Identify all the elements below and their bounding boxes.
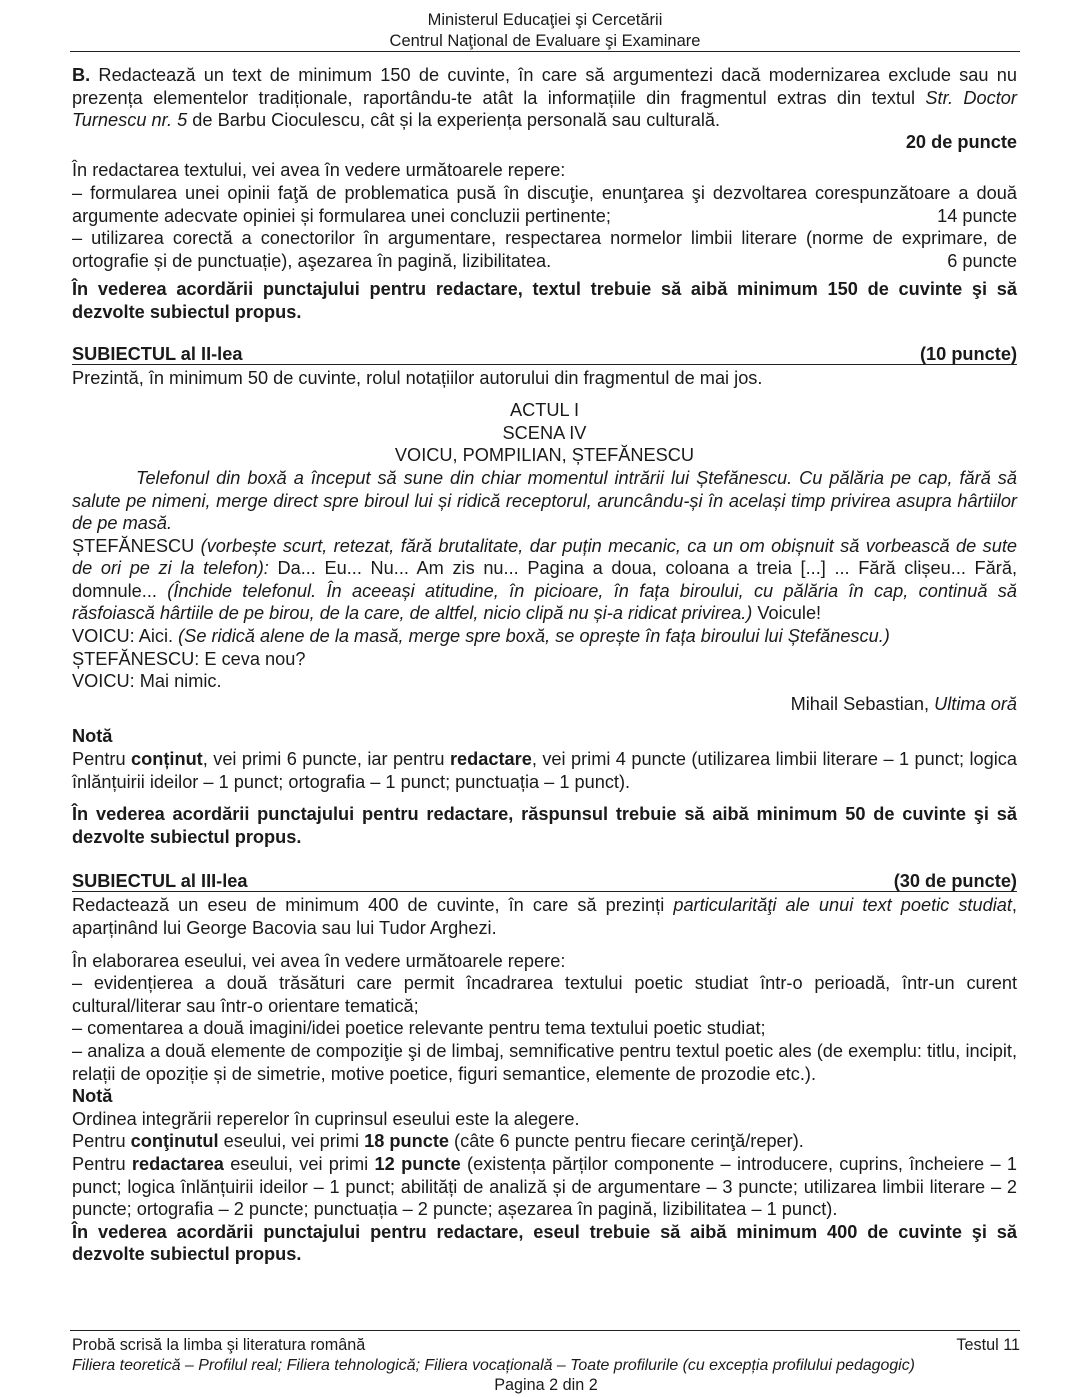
subject-3-repere-intro: În elaborarea eseului, vei avea în vedere următoarele repere: (72, 950, 566, 971)
part-b-item-1: – formularea unei opinii faţă de problematica pusă în discuţie, enunţarea şi dezvoltarea corespunzătoare a două argumente adecvate opiniei și formularea unei concluzii pertinente; 14 puncte (72, 182, 1017, 226)
subject-3-item-1: – evidențierea a două trăsături care permit încadrarea textului poetic studiat într-o perioadă, într-un curent cultural/literar sau într-o orientare tematică; (72, 973, 1017, 1016)
subject-2-note-title: Notă (72, 726, 113, 747)
subject-3-item-2: – comentarea a două imagini/idei poetice relevante pentru tema textului poetic studiat; (72, 1018, 766, 1039)
part-b-label: B. (72, 65, 91, 85)
part-b-repere-intro: În redactarea textului, vei avea în vedere următoarele repere: (72, 160, 566, 181)
subject-2-heading (72, 345, 1017, 365)
subject-3-heading (72, 872, 1017, 892)
header-center: Centrul Naţional de Evaluare şi Examinare (389, 32, 701, 50)
header-rule (70, 51, 1020, 52)
footer-rule (70, 1330, 1020, 1331)
footer-line-1 (72, 1336, 1020, 1356)
subject-3-title: SUBIECTUL al III-lea (72, 871, 248, 892)
page-content (72, 64, 1017, 1266)
subject-2-note: Pentru conținut, vei primi 6 puncte, iar pentru redactare, vei primi 4 puncte (utilizarea limbii literare – 1 punct; logica înlănțuirii ideilor – 1 punct; ortografia – 1 punct; punctuația – 1 punct). (72, 749, 1018, 792)
act-heading: ACTUL I (509, 400, 580, 421)
dialogue-voicu-1: VOICU: Aici. (Se ridică alene de la masă, merge spre boxă, se oprește în fața biroului lui Ștefănescu.) (72, 626, 890, 647)
subject-2-requirement: În vederea acordării punctajului pentru redactare, răspunsul trebuie să aibă minimum 50 de cuvinte şi să dezvolte subiectul propus. (72, 804, 1017, 847)
part-b-points: 20 de puncte (905, 131, 1017, 152)
subject-3-prompt: Redactează un eseu de minimum 400 de cuvinte, în care să prezinți particularităţi ale unui text poetic studiat, aparținând lui George Bacovia sau lui Tudor Arghezi. (72, 895, 1017, 938)
subject-2-prompt: Prezintă, în minimum 50 de cuvinte, rolul notațiilor autorului din fragmentul de mai jos. (72, 367, 763, 388)
part-b-item-1-points: 14 puncte (937, 205, 1017, 226)
footer-test-number: Testul 11 (956, 1336, 1020, 1354)
part-b-requirement: În vederea acordării punctajului pentru redactare, textul trebuie să aibă minimum 150 de cuvinte şi să dezvolte subiectul propus. (72, 279, 1017, 322)
dialogue-voicu-2: VOICU: Mai nimic. (72, 671, 222, 692)
subject-3-item-3: – analiza a două elemente de compoziţie şi de limbaj, semnificative pentru textul poetic ales (de exemplu: titlu, incipit, relații de opoziție și de simetrie, motive poetice, figuri semantice, elemente de prozodie etc.). (72, 1040, 1017, 1084)
part-b-item-2: – utilizarea corectă a conectorilor în argumentare, respectarea normelor limbii literare (norme de exprimare, de ortografie și de punctuație), aşezarea în pagină, lizibilitatea. 6 puncte (72, 228, 1017, 271)
footer-exam-name: Probă scrisă la limba şi literatura română (72, 1336, 366, 1354)
footer-profiles: Filiera teoretică – Profilul real; Filiera tehnologică; Filiera vocațională – Toate profilurile (cu excepția profilului pedagogic) (72, 1357, 915, 1374)
subject-2-title: SUBIECTUL al II-lea (72, 343, 243, 364)
header-ministry: Ministerul Educaţiei şi Cercetării (427, 11, 663, 29)
subject-3-note-title: Notă (72, 1086, 113, 1107)
part-b-prompt: B. Redactează un text de minimum 150 de cuvinte, în care să argumentezi dacă modernizarea exclude sau nu prezența elementelor tradiționale, raportându-te atât la informațiile din fragmentul extras din textul Str. Doctor Turnescu nr. 5 de Barbu Cioculescu, cât și la experiența personală sau culturală. (72, 65, 1017, 131)
subject-3-points: (30 de puncte) (893, 871, 1017, 892)
subject-2-points: (10 puncte) (919, 343, 1017, 364)
characters-heading: VOICU, POMPILIAN, ȘTEFĂNESCU (394, 445, 695, 466)
part-b-item-2-points: 6 puncte (947, 250, 1017, 271)
stage-direction: Telefonul din boxă a început să sune din chiar momentul intrării lui Ștefănescu. Cu pălăria pe cap, fără să salute pe nimeni, merge direct spre biroul lui și ridică receptorul, aruncându-și în același timp privirea asupra hârtiilor de pe masă. (72, 467, 1017, 534)
dialogue-stefanescu-1: ȘTEFĂNESCU (vorbește scurt, retezat, fără brutalitate, dar puțin mecanic, ca un om obișnuit să vorbească de sute de ori pe zi la telefon): Da... Eu... Nu... Am zis nu... Pagina a doua, coloana a treia [...] ... Fără clișeu... Fără, domnule... (Închide telefonul. În aceeași atitudine, în picioare, în fața biroului, cu pălăria în cap, continuă să răsfoiască hârtiile de pe birou, de la care, de altfel, nicio clipă nu și-a ridicat privirea.) Voicule! (72, 535, 1017, 624)
scene-heading: SCENA IV (502, 422, 587, 443)
subject-3-requirement: În vederea acordării punctajului pentru redactare, eseul trebuie să aibă minimum 400 de cuvinte şi să dezvolte subiectul propus. (72, 1221, 1017, 1265)
footer-page-number: Pagina 2 din 2 (494, 1376, 598, 1394)
subject-3-note-3: Pentru redactarea eseului, vei primi 12 puncte (existența părților componente – introducere, cuprins, încheiere – 1 punct; logica înlănțuirii ideilor – 1 punct; abilități de analiză și de argumentare – 3 puncte; utilizarea limbii literare – 2 puncte; ortografia – 2 puncte; punctuația – 2 puncte; așezarea în pagină, lizibilitatea – 1 punct). (72, 1153, 1017, 1220)
dialogue-stefanescu-2: ȘTEFĂNESCU: E ceva nou? (72, 648, 306, 669)
subject-3-note-2: Pentru conţinutul eseului, vei primi 18 puncte (câte 6 puncte pentru fiecare cerinţă/reper). (72, 1131, 804, 1152)
source-attribution: Mihail Sebastian, Ultima oră (790, 693, 1017, 714)
work-title: Str. Doctor Turnescu nr. 5 (72, 87, 1017, 131)
subject-3-note-1: Ordinea integrării reperelor în cuprinsul eseului este la alegere. (72, 1108, 580, 1129)
